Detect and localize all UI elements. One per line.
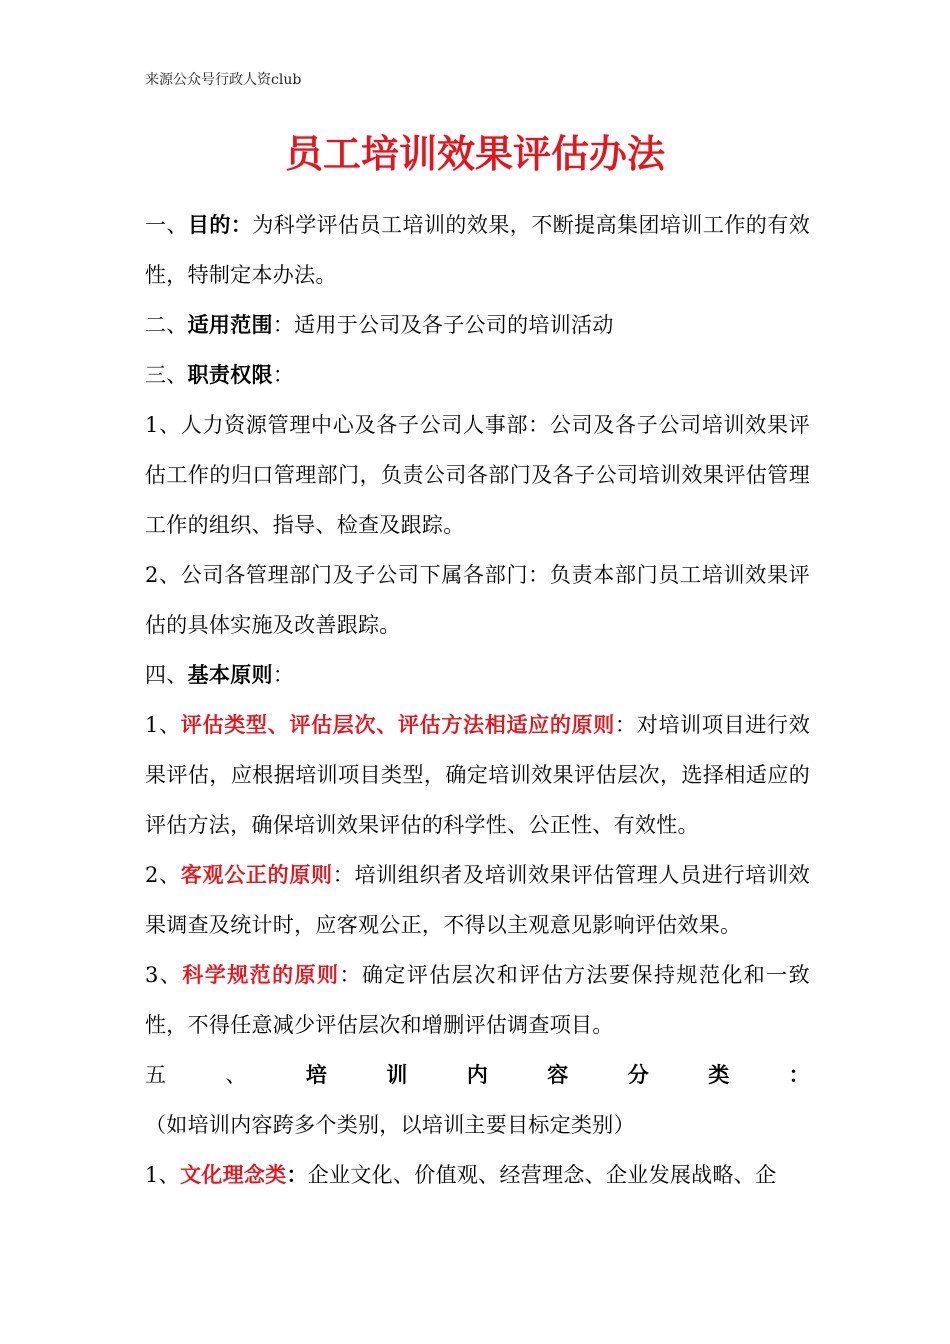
responsibility-item-1: 1、人力资源管理中心及各子公司人事部：公司及各子公司培训效果评估工作的归口管理部门，负责公司各部门及各子公司培训效果评估管理工作的组织、指导、检查及跟踪。 [145,413,810,537]
section-colon: ： [272,663,295,687]
section-number: 一、 [145,213,188,237]
section-text: 适用于公司及各子公司的培训活动 [294,313,614,337]
document-title: 员工培训效果评估办法 [284,131,665,176]
principle-heading: 科学规范的原则 [182,962,340,987]
category-heading: 文化理念类 [179,1162,287,1187]
principle-heading: 客观公正的原则 [180,862,333,887]
item-number: 2、 [145,863,181,887]
document-body [145,200,810,1200]
section-heading: 培训内容分类 [305,1062,789,1087]
principle-item-2 [145,850,810,950]
item-text: 对培训项目进行效果评估，应根据培训项目类型，确定培训效果评估层次，选择相适应的评估方法，确保培训效果评估的科学性、公正性、有效性。 [145,713,811,837]
section-heading: 目的 [187,212,231,237]
source-header: 来源公众号行政人资club [145,72,302,88]
item-text: 企业文化、价值观、经营理念、企业发展战略、企 [307,1163,777,1187]
section-scope [145,300,810,350]
section-principles [145,650,810,700]
item-number: 1、 [145,1163,180,1187]
principle-item-1 [145,700,810,850]
section-colon: ： [230,212,253,237]
item-colon: ： [615,713,637,737]
section-number: 五、 [145,1063,306,1087]
section-text: 为科学评估员工培训的效果，不断提高集团培训工作的有效性，特制定本办法。 [145,213,810,287]
item-colon: ： [332,863,355,887]
section-number: 二、 [145,313,188,337]
section-responsibilities [145,350,810,400]
section-colon: ： [272,363,295,387]
item-number: 3、 [145,963,183,987]
section-text: （如培训内容跨多个类别，以培训主要目标定类别） [145,1113,635,1137]
section-heading: 基本原则 [187,662,273,687]
item-text: 培训组织者及培训效果评估管理人员进行培训效果调查及统计时，应客观公正，不得以主观意见影响评估效果。 [145,863,810,937]
section-purpose [145,200,810,300]
principle-heading: 评估类型、评估层次、评估方法相适应的原则 [180,712,616,737]
section-content-categories [145,1050,810,1150]
principle-item-3 [145,950,810,1050]
section-heading: 职责权限 [187,362,273,387]
item-text: 确定评估层次和评估方法要保持规范化和一致性，不得任意减少评估层次和增删评估调查项目。 [145,963,810,1037]
item-number: 1、 [145,713,181,737]
responsibility-item-2: 2、公司各管理部门及子公司下属各部门：负责本部门员工培训效果评估的具体实施及改善跟踪。 [145,563,810,637]
item-colon: ： [286,1162,308,1187]
section-number: 四、 [145,663,188,687]
section-number: 三、 [145,363,188,387]
item-colon: ： [339,963,362,987]
section-colon: ： [788,1062,810,1087]
section-heading: 适用范围 [187,312,273,337]
category-item-1 [145,1150,810,1200]
section-colon: ： [272,313,295,337]
